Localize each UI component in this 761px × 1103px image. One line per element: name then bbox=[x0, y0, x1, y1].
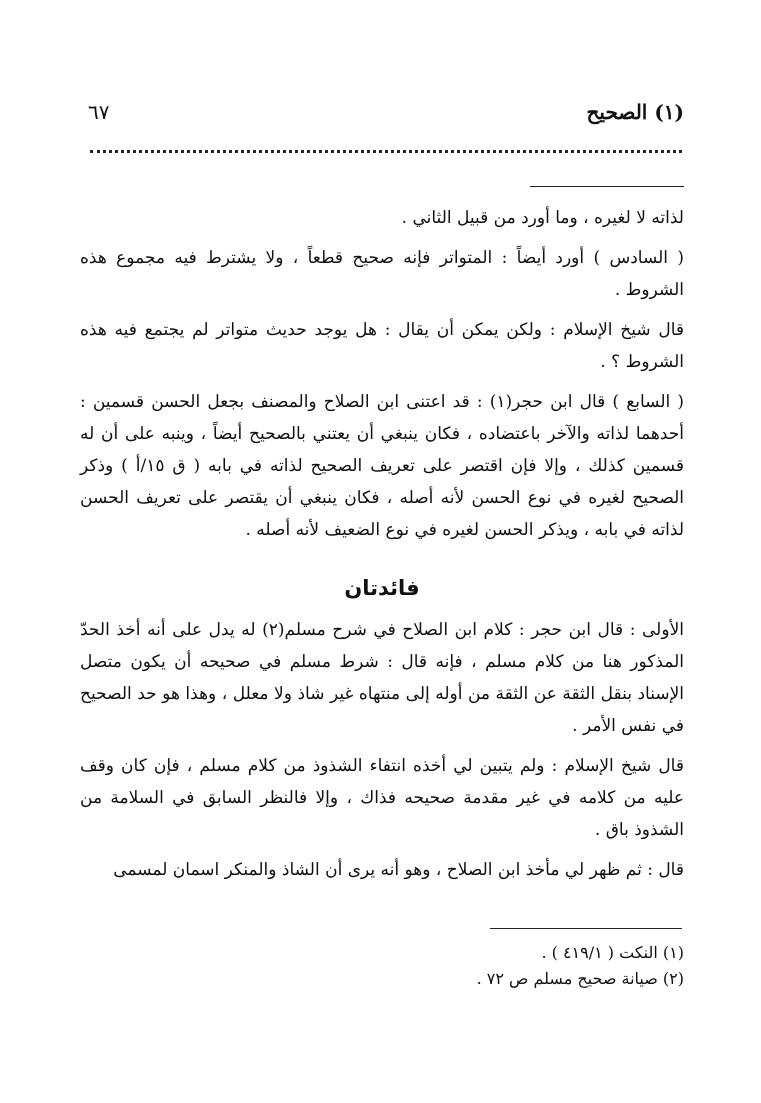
footnote-rule bbox=[490, 928, 682, 929]
page-header bbox=[88, 100, 684, 132]
paragraph-4: ( السابع ) قال ابن حجر(١) : قد اعتنى ابن الصلاح والمصنف بجعل الحسن قسمين : أحدهما لذاته والآخر باعتضاده ، فكان ينبغي أن يعتني بالصحيح أيضاً ، وينبه على أن له قسمين كذلك ، وإلا فإن اقتصر على تعريف الصحيح لذاته في بابه ( ق ١٥/أ ) وذكر الصحيح لغيره في نوع الحسن لأنه أصله ، فكان ينبغي أن يقتصر على تعريف الحسن لذاته في بابه ، ويذكر الحسن لغيره في نوع الضعيف لأنه أصله . bbox=[80, 392, 684, 540]
paragraph-3: قال شيخ الإسلام : ولكن يمكن أن يقال : هل يوجد حديث متواتر لم يجتمع فيه هذه الشروط ؟ . bbox=[80, 320, 684, 372]
running-title: (١) الصحيح bbox=[586, 100, 684, 124]
paragraph-6: قال شيخ الإسلام : ولم يتبين لي أخذه انتفاء الشذوذ من كلام مسلم ، فإن كان وقف عليه من كلامه في غير مقدمة صحيحه فذاك ، وإلا فالنظر السابق في السلامة من الشذوذ باق . bbox=[80, 756, 684, 840]
paragraph-2: ( السادس ) أورد أيضاً : المتواتر فإنه صحيح قطعاً ، ولا يشترط فيه مجموع هذه الشروط . bbox=[80, 248, 684, 300]
paragraph-7: قال : ثم ظهر لي مأخذ ابن الصلاح ، وهو أنه يرى أن الشاذ والمنكر اسمان لمسمى bbox=[113, 860, 684, 880]
page-number: ٦٧ bbox=[88, 100, 110, 124]
paragraph-1: لذاته لا لغيره ، وما أورد من قبيل الثاني . bbox=[401, 208, 684, 228]
dotted-separator bbox=[90, 150, 682, 157]
footnote-2: (٢) صيانة صحيح مسلم ص ٧٢ . bbox=[476, 969, 684, 988]
footnote-1: (١) النكت ( ٤١٩/١ ) . bbox=[541, 943, 684, 962]
section-heading: فائدتان bbox=[344, 576, 420, 600]
top-rule bbox=[530, 186, 684, 187]
page-body bbox=[80, 202, 684, 894]
footnotes bbox=[100, 940, 684, 992]
paragraph-5: الأولى : قال ابن حجر : كلام ابن الصلاح في شرح مسلم(٢) له يدل على أنه أخذ الحدّ المذكور هنا من كلام مسلم ، فإنه قال : شرط مسلم في صحيحه أن يكون متصل الإسناد بنقل الثقة عن الثقة من أوله إلى منتهاه غير شاذ ولا معلل ، وهذا هو حد الصحيح في نفس الأمر . bbox=[80, 620, 684, 736]
